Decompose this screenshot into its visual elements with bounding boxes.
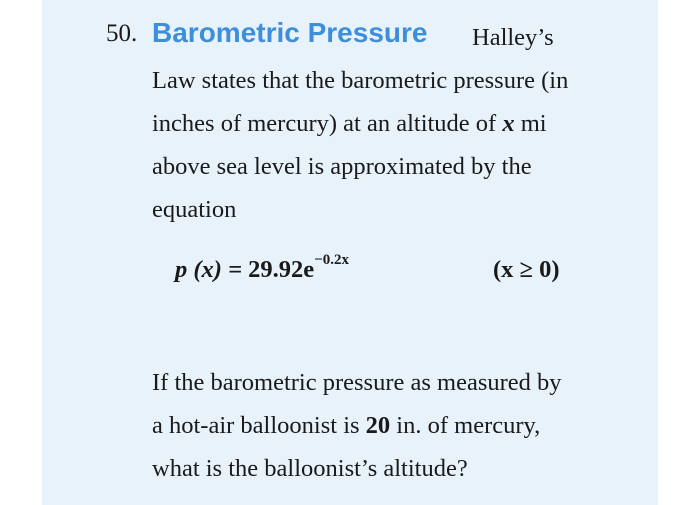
question-value: 20 <box>365 412 391 439</box>
equation-coefficient: 29.92e <box>248 256 315 283</box>
equation <box>175 251 349 284</box>
equation-condition: (x ≥ 0) <box>493 256 560 283</box>
question-line-2 <box>152 412 540 440</box>
question-line-2-text: a hot-air balloonist is <box>152 412 366 439</box>
problem-title: Barometric Pressure <box>152 17 428 48</box>
question-line-2-end: in. of mercury, <box>390 412 541 439</box>
question-line-1: If the barometric pressure as measured by <box>152 369 562 396</box>
intro-line-first: Halley’s <box>472 24 554 51</box>
intro-line-1: Law states that the barometric pressure (in <box>152 67 569 94</box>
intro-line-2-text: inches of mercury) at an altitude of <box>152 110 503 137</box>
problem-number: 50. <box>106 20 138 47</box>
question-line-3: what is the balloonist’s altitude? <box>152 455 468 482</box>
unit-mi: mi <box>514 110 547 137</box>
equation-lhs: p (x) = <box>175 256 249 283</box>
intro-line-2 <box>152 110 547 138</box>
equation-exponent: −0.2x <box>314 251 349 268</box>
intro-line-4: equation <box>152 196 237 223</box>
variable-x: x <box>502 110 515 137</box>
intro-line-3: above sea level is approximated by the <box>152 153 532 180</box>
